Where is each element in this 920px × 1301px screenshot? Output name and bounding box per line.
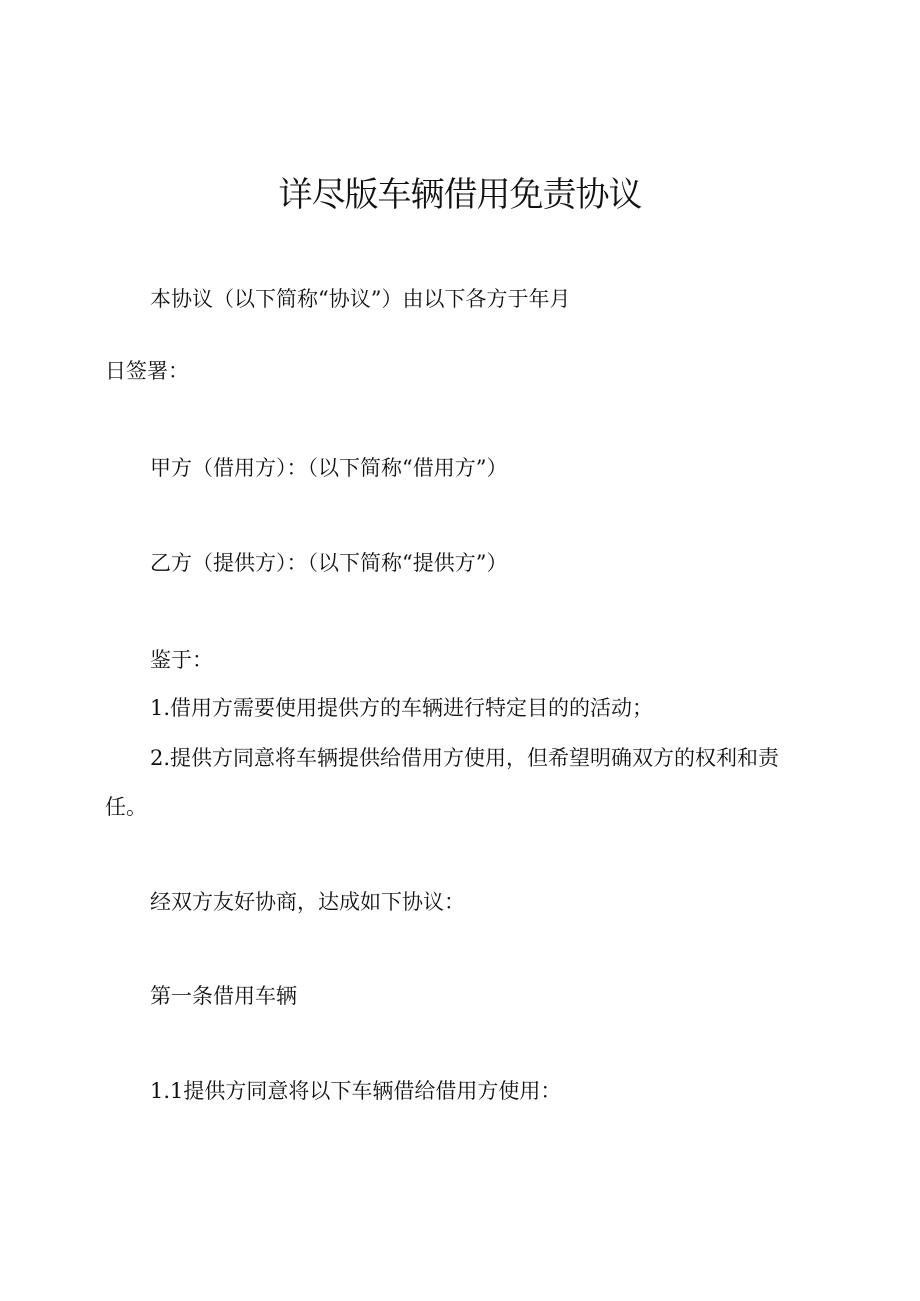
article-1-heading: 第一条借用车辆 [150,984,297,1008]
agreement-intro: 经双方友好协商，达成如下协议： [150,890,465,914]
recital-2-line-2: 任。 [105,795,147,819]
intro-paragraph-line-1: 本协议（以下简称“协议”）由以下各方于年月 [150,287,571,311]
intro-paragraph-line-2: 日签署： [105,359,189,383]
party-b-line: 乙方（提供方）：（以下简称“提供方”） [150,551,508,575]
whereas-heading: 鉴于： [150,648,213,672]
party-a-line: 甲方（借用方）：（以下简称“借用方”） [150,456,508,480]
recital-1: 1.借用方需要使用提供方的车辆进行特定目的的活动； [150,696,654,720]
clause-1-1: 1.1提供方同意将以下车辆借给借用方使用： [150,1079,562,1103]
document-title: 详尽版车辆借用免责协议 [278,175,642,215]
recital-2-line-1: 2.提供方同意将车辆提供给借用方使用，但希望明确双方的权利和责 [150,746,780,770]
